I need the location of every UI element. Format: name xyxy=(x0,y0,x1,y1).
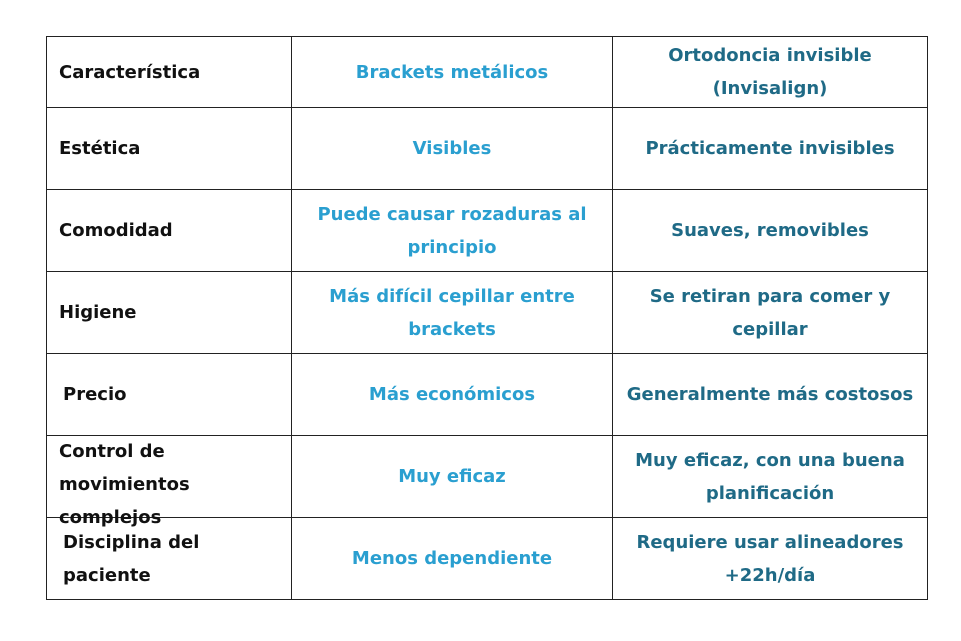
row-label: Disciplina del paciente xyxy=(47,518,292,600)
table-row xyxy=(47,354,928,436)
row-label: Higiene xyxy=(47,272,292,354)
table-row xyxy=(47,518,928,600)
header-cell-feature: Característica xyxy=(47,37,292,108)
invisalign-cell: Requiere usar alineadores +22h/día xyxy=(613,518,928,600)
table-row xyxy=(47,436,928,518)
table-row xyxy=(47,108,928,190)
invisalign-cell: Muy eficaz, con una buena planificación xyxy=(613,436,928,518)
comparison-table xyxy=(46,36,928,600)
row-label: Comodidad xyxy=(47,190,292,272)
brackets-cell: Muy eficaz xyxy=(292,436,613,518)
brackets-cell: Menos dependiente xyxy=(292,518,613,600)
invisalign-cell: Generalmente más costosos xyxy=(613,354,928,436)
table-row-header xyxy=(47,37,928,108)
invisalign-cell: Prácticamente invisibles xyxy=(613,108,928,190)
row-label: Precio xyxy=(47,354,292,436)
table-row xyxy=(47,190,928,272)
row-label: Estética xyxy=(47,108,292,190)
invisalign-cell: Se retiran para comer y cepillar xyxy=(613,272,928,354)
brackets-cell: Visibles xyxy=(292,108,613,190)
brackets-cell: Más económicos xyxy=(292,354,613,436)
header-cell-invisalign: Ortodoncia invisible (Invisalign) xyxy=(613,37,928,108)
header-cell-brackets: Brackets metálicos xyxy=(292,37,613,108)
brackets-cell: Más difícil cepillar entre brackets xyxy=(292,272,613,354)
invisalign-cell: Suaves, removibles xyxy=(613,190,928,272)
brackets-cell: Puede causar rozaduras al principio xyxy=(292,190,613,272)
table-row xyxy=(47,272,928,354)
row-label: Control de movimientos complejos xyxy=(47,436,292,518)
